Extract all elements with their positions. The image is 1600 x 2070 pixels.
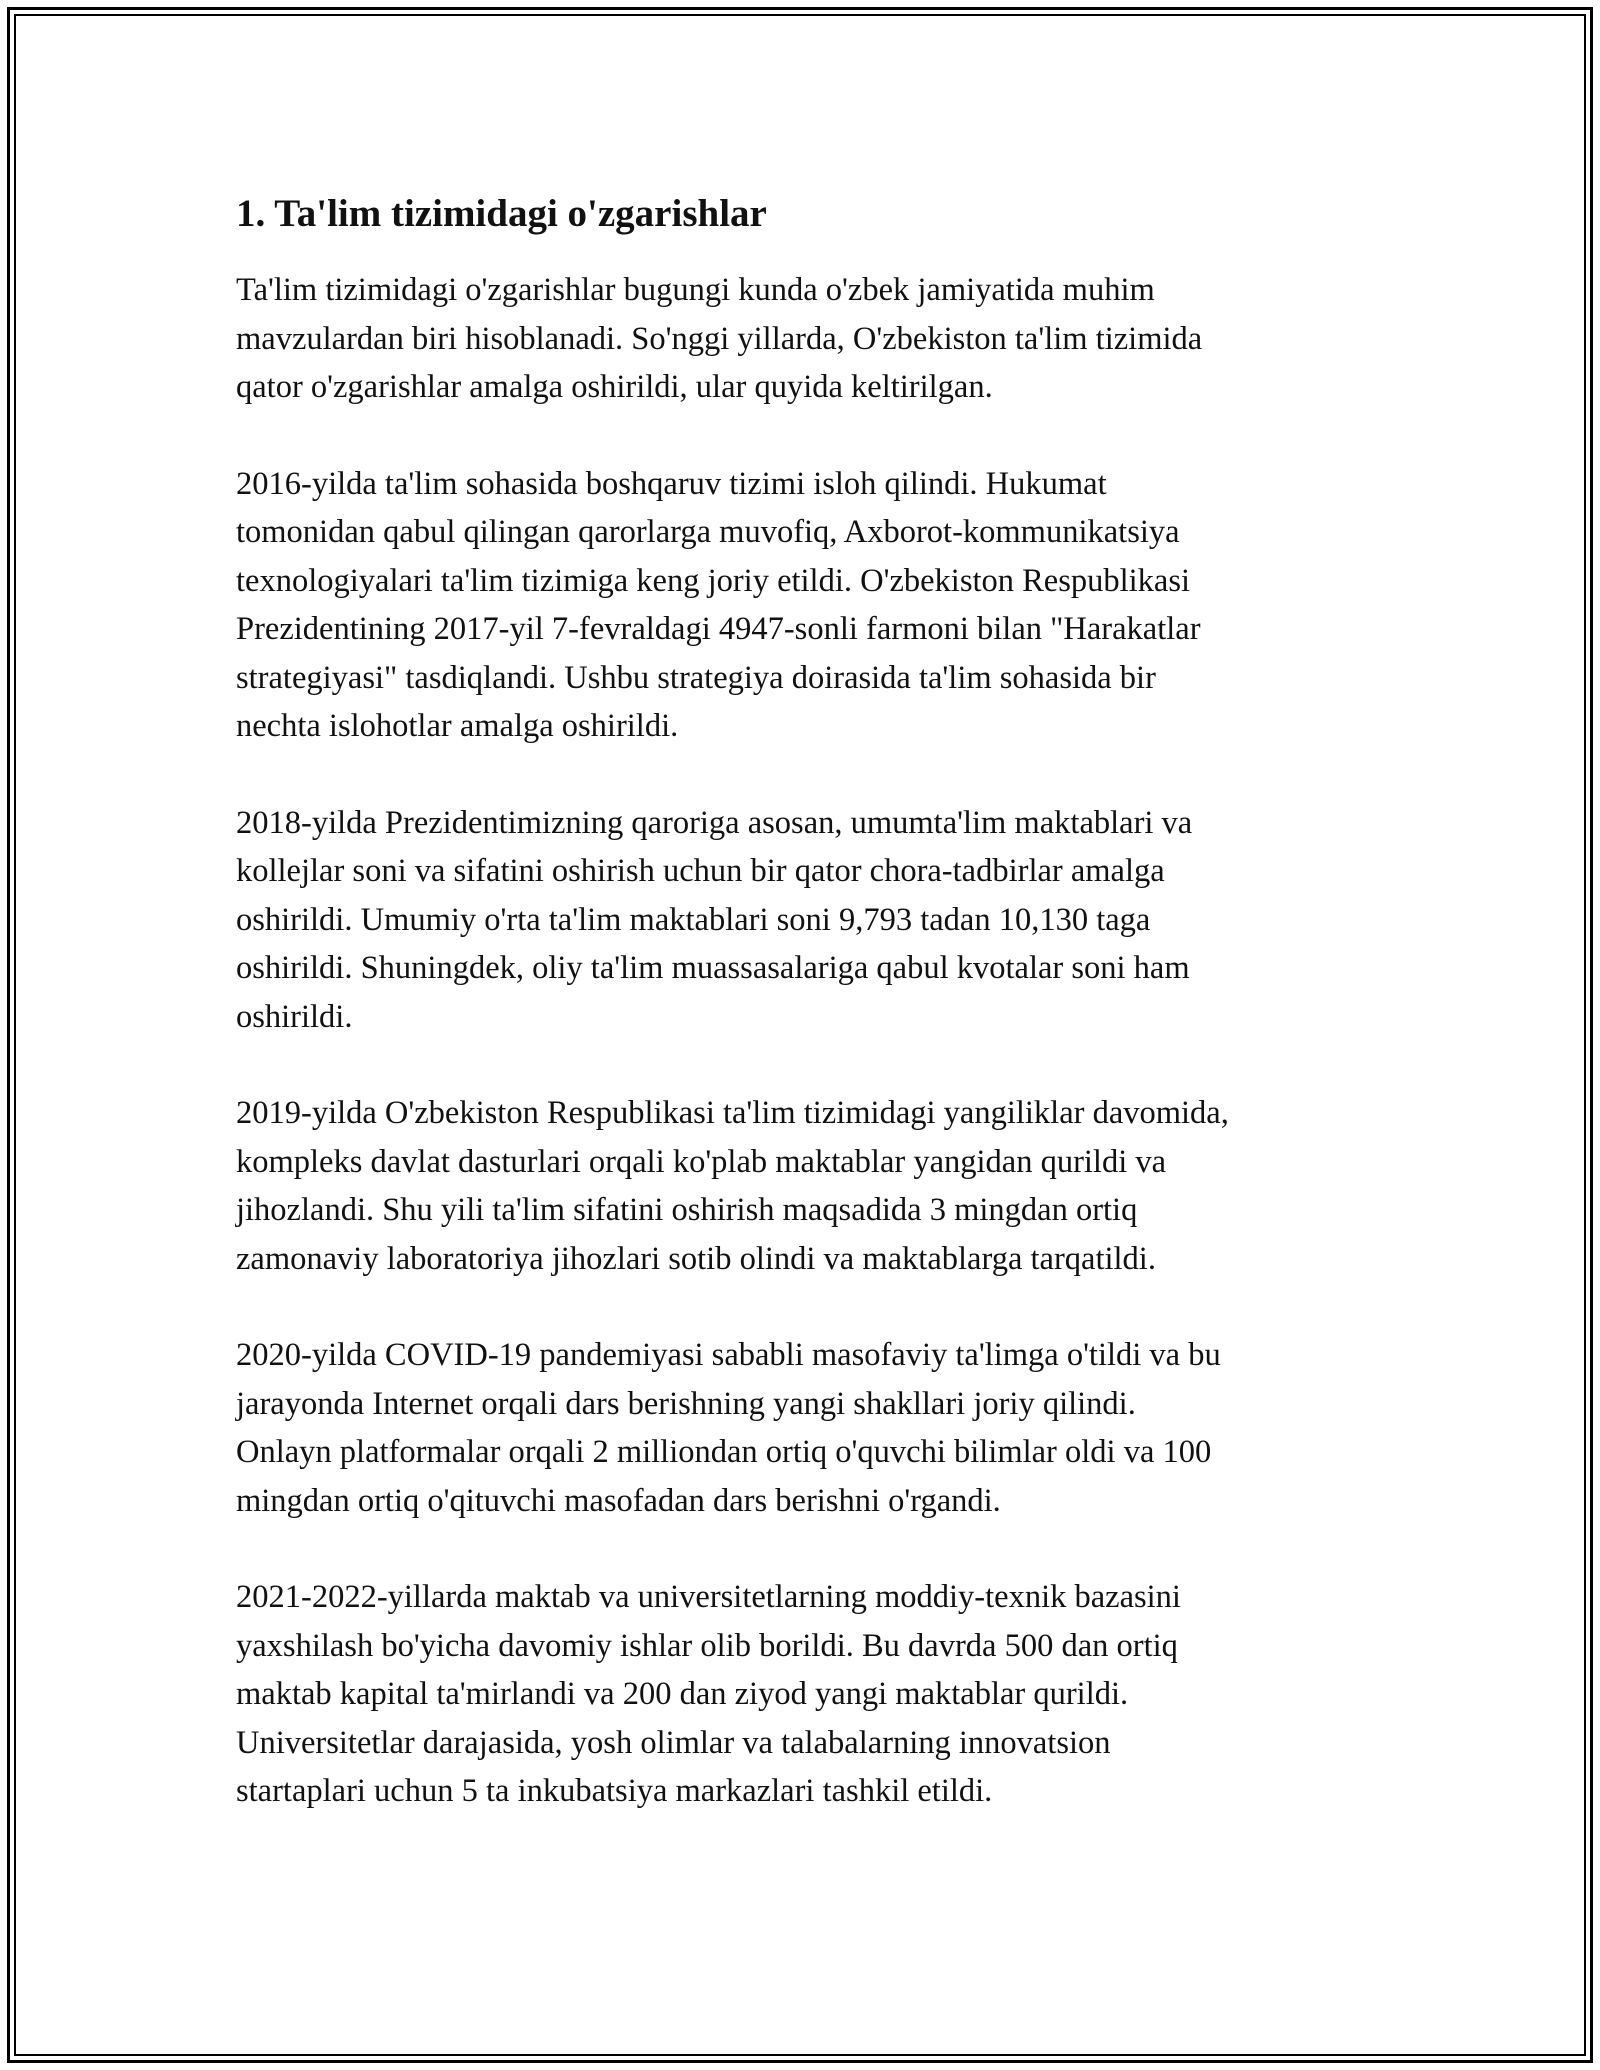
paragraph-intro: Ta'lim tizimidagi o'zgarishlar bugungi kunda o'zbek jamiyatida muhim mavzulardan biri hisoblanadi. So'nggi yillarda, O'zbekiston ta'lim tizimida qator o'zgarishlar amalga oshirildi, ular quyida keltirilgan.: [236, 272, 1203, 405]
section-heading: 1. Ta'lim tizimidagi o'zgarishlar: [236, 192, 767, 235]
paragraph-2018: 2018-yilda Prezidentimizning qaroriga asosan, umumta'lim maktablari va kollejlar soni va sifatini oshirish uchun bir qator chora-tadbirlar amalga oshirildi. Umumiy o'rta ta'lim maktablari soni 9,793 tadan 10,130 taga oshirildi. Shuningdek, oliy ta'lim muassasalariga qabul kvotalar soni ham oshirildi.: [236, 804, 1193, 1035]
document-body: [236, 186, 1376, 1864]
paragraph-2021-2022: 2021-2022-yillarda maktab va universitetlarning moddiy-texnik bazasini yaxshilash bo'yicha davomiy ishlar olib borildi. Bu davrda 500 dan ortiq maktab kapital ta'mirlandi va 200 dan ziyod yangi maktablar qurildi. Universitetlar darajasida, yosh olimlar va talabalarning innovatsion startaplari uchun 5 ta inkubatsiya markazlari tashkil etildi.: [236, 1579, 1181, 1809]
paragraph-2020: 2020-yilda COVID-19 pandemiyasi sababli masofaviy ta'limga o'tildi va bu jarayonda Internet orqali dars berishning yangi shakllari joriy qilindi. Onlayn platformalar orqali 2 milliondan ortiq o'quvchi bilimlar oldi va 100 mingdan ortiq o'qituvchi masofadan dars berishni o'rgandi.: [236, 1337, 1221, 1519]
paragraph-2019: 2019-yilda O'zbekiston Respublikasi ta'lim tizimidagi yangiliklar davomida, kompleks davlat dasturlari orqali ko'plab maktablar yangidan qurildi va jihozlandi. Shu yili ta'lim sifatini oshirish maqsadida 3 mingdan ortiq zamonaviy laboratoriya jihozlari sotib olindi va maktablarga tarqatildi.: [236, 1095, 1229, 1277]
paragraph-2016: 2016-yilda ta'lim sohasida boshqaruv tizimi isloh qilindi. Hukumat tomonidan qabul qilingan qarorlarga muvofiq, Axborot-kommunikatsiya texnologiyalari ta'lim tizimiga keng joriy etildi. O'zbekiston Respublikasi Prezidentining 2017-yil 7-fevraldagi 4947-sonli farmoni bilan "Harakatlar strategiyasi" tasdiqlandi. Ushbu strategiya doirasida ta'lim sohasida bir nechta islohotlar amalga oshirildi.: [236, 465, 1201, 744]
